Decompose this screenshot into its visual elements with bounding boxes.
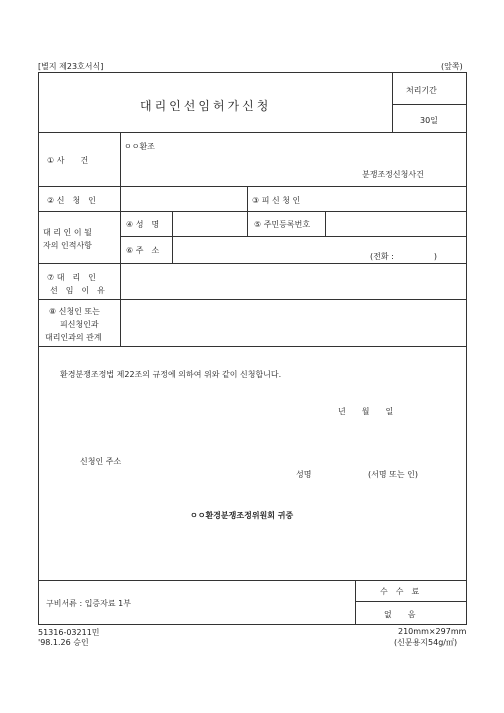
application-date: 년 월 일 — [338, 407, 394, 416]
case-label: ① 사 건 — [47, 156, 89, 165]
agent-rrn-field[interactable] — [327, 213, 465, 234]
paper-size: 210mm×297mm — [398, 627, 467, 636]
agent-address-label: ⑥ 주 소 — [126, 246, 160, 255]
agent-phone: (전화 : ) — [370, 252, 437, 261]
paper-type: (신문용지54g/㎡) — [394, 638, 458, 647]
reason-label-line2: 선 임 이 유 — [50, 286, 105, 295]
processing-period-label: 처리기간 — [406, 86, 437, 95]
processing-period-value: 30일 — [420, 116, 438, 125]
agent-address-field[interactable] — [174, 238, 354, 261]
applicant-name-label: 성명 — [296, 470, 312, 479]
case-name: ㅇㅇ환조 — [124, 142, 155, 151]
fee-value: 없 음 — [384, 610, 416, 619]
form-code: 51316-03211민 — [38, 628, 100, 637]
addressee: ㅇㅇ환경분쟁조정위원회 귀중 — [190, 511, 294, 520]
agent-section-label-line1: 대 리 인 이 될 — [43, 228, 92, 237]
applicant-address-label: 신청인 주소 — [80, 457, 122, 466]
form-title: 대리인선임허가신청 — [140, 99, 272, 113]
relation-label-line1: ⑧ 신청인 또는 — [49, 307, 100, 316]
relation-field[interactable] — [122, 301, 465, 344]
relation-label-line3: 대리인과의 관계 — [45, 333, 102, 342]
respondent-label: ③ 피 신 청 인 — [252, 196, 301, 205]
reason-field[interactable] — [122, 265, 465, 297]
agent-section-label-line2: 자의 인적사항 — [43, 241, 92, 250]
application-statement: 환경분쟁조정법 제22조의 규정에 의하여 위와 같이 신청합니다. — [60, 370, 282, 379]
case-type: 분쟁조정신청사건 — [362, 170, 424, 179]
required-documents: 구비서류 : 입증자료 1부 — [46, 599, 131, 608]
relation-label-line2: 피신청인과 — [60, 320, 99, 329]
applicant-label: ② 신 청 인 — [47, 196, 96, 205]
agent-name-label: ④ 성 명 — [126, 220, 160, 229]
reason-label-line1: ⑦ 대 리 인 — [47, 273, 96, 282]
signature-label: (서명 또는 인) — [368, 470, 418, 479]
agent-name-field[interactable] — [174, 213, 245, 234]
front-side-label: (앞쪽) — [441, 62, 463, 71]
form-reference: [별지 제23호서식] — [38, 62, 104, 71]
applicant-field[interactable] — [122, 188, 245, 209]
agent-rrn-label: ⑤ 주민등록번호 — [254, 220, 311, 229]
approval-date: '98.1.26 승인 — [38, 638, 89, 647]
respondent-field[interactable] — [327, 188, 465, 209]
fee-label: 수 수 료 — [380, 587, 420, 596]
